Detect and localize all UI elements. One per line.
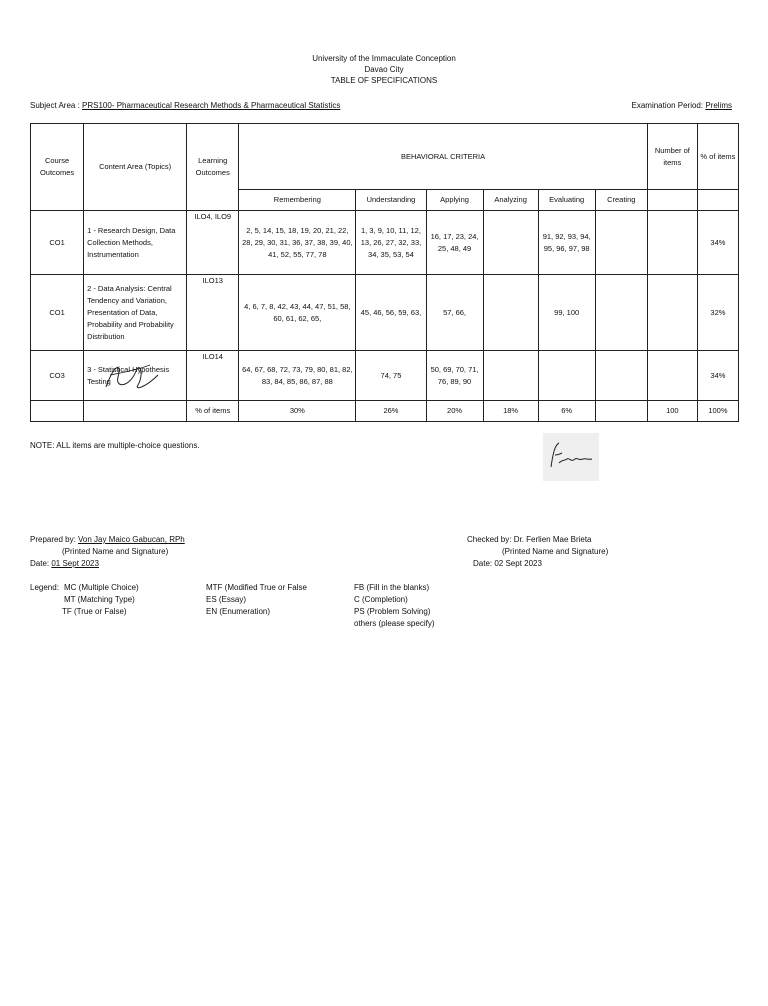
number-of-items — [647, 275, 697, 351]
prepared-by — [30, 534, 185, 545]
content-topic: 2 - Data Analysis: Central Tendency and Variation, Presentation of Data, Probability and Probability Distribution — [84, 275, 187, 351]
header-level-analyzing: Analyzing — [483, 190, 538, 211]
checked-by-label: Checked by: — [467, 535, 514, 544]
content-topic: 1 - Research Design, Data Collection Methods, Instrumentation — [84, 211, 187, 275]
header-behavioral-criteria: BEHAVIORAL CRITERIA — [239, 124, 648, 190]
examination-period-label: Examination Period: — [631, 101, 706, 110]
remembering-items: 2, 5, 14, 15, 18, 19, 20, 21, 22, 28, 29, 30, 31, 36, 37, 38, 39, 40, 41, 52, 55, 77, 78 — [239, 211, 356, 275]
creating-items — [595, 275, 647, 351]
header-level-creating: Creating — [595, 190, 647, 211]
total-understanding: 26% — [356, 401, 426, 422]
legend-item: FB (Fill in the blanks) — [354, 583, 430, 592]
subject-area-value: PRS100- Pharmaceutical Research Methods & Pharmaceutical Statistics — [82, 101, 341, 110]
prepared-by-label: Prepared by: — [30, 535, 79, 544]
header-content-area: Content Area (Topics) — [84, 124, 187, 211]
analyzing-items — [483, 351, 538, 401]
checked-date-value: 02 Sept 2023 — [494, 559, 542, 568]
header-number-of-items: Number of items — [647, 124, 697, 190]
evaluating-items — [538, 351, 595, 401]
evaluating-items: 99, 100 — [538, 275, 595, 351]
legend-item: MC (Multiple Choice) — [64, 583, 139, 592]
header-level-evaluating: Evaluating — [538, 190, 595, 211]
analyzing-items — [483, 211, 538, 275]
checked-by — [467, 534, 592, 545]
header-course-outcomes: Course Outcomes — [31, 124, 84, 211]
header-level-applying: Applying — [426, 190, 483, 211]
total-creating — [595, 401, 647, 422]
totals-row — [31, 401, 739, 422]
remembering-items: 64, 67, 68, 72, 73, 79, 80, 81, 82, 83, 84, 85, 86, 87, 88 — [239, 351, 356, 401]
university-name: University of the Immaculate Conception — [312, 54, 456, 63]
legend-item: MT (Matching Type) — [64, 595, 135, 604]
checker-name: Dr. Ferlien Mae Brieta — [513, 535, 592, 544]
subject-area-label: Subject Area : — [30, 101, 83, 110]
totals-blank-co — [31, 401, 84, 422]
totals-blank-topic — [84, 401, 187, 422]
legend-item: ES (Essay) — [206, 595, 247, 604]
legend-item: PS (Problem Solving) — [354, 607, 431, 616]
legend-item: C (Completion) — [354, 595, 408, 604]
course-outcome: CO1 — [31, 275, 84, 351]
number-of-items — [647, 351, 697, 401]
creating-items — [595, 211, 647, 275]
analyzing-items — [483, 275, 538, 351]
preparer-name: Von Jay Maico Gabucan, RPh — [78, 535, 185, 544]
course-outcome: CO3 — [31, 351, 84, 401]
total-remembering: 30% — [239, 401, 356, 422]
remembering-items: 4, 6, 7, 8, 42, 43, 44, 47, 51, 58, 60, 61, 62, 65, — [239, 275, 356, 351]
checker-signature-image — [543, 433, 599, 481]
total-percent: 100% — [697, 401, 738, 422]
header-level-remembering: Remembering — [239, 190, 356, 211]
course-outcome: CO1 — [31, 211, 84, 275]
learning-outcome: ILO14 — [187, 351, 239, 401]
legend-item: MTF (Modified True or False — [206, 583, 307, 592]
prepared-date — [30, 558, 99, 569]
evaluating-items: 91, 92, 93, 94, 95, 96, 97, 98 — [538, 211, 595, 275]
content-topic: 3 - Statistical Hypothesis Testing — [84, 351, 187, 401]
learning-outcome: ILO13 — [187, 275, 239, 351]
applying-items: 16, 17, 23, 24, 25, 48, 49 — [426, 211, 483, 275]
preparer-signature-scribble — [100, 357, 164, 397]
city-name: Davao City — [364, 65, 404, 74]
checked-date-label: Date: — [473, 559, 495, 568]
total-evaluating: 6% — [538, 401, 595, 422]
table-row — [31, 211, 739, 275]
table-row — [31, 275, 739, 351]
prepared-date-label: Date: — [30, 559, 52, 568]
creating-items — [595, 351, 647, 401]
header-level-understanding: Understanding — [356, 190, 426, 211]
header-percent-items: % of items — [697, 124, 738, 190]
legend-label: Legend: — [30, 583, 59, 592]
total-analyzing: 18% — [483, 401, 538, 422]
totals-label: % of items — [187, 401, 239, 422]
learning-outcome: ILO4, ILO9 — [187, 211, 239, 275]
applying-items: 57, 66, — [426, 275, 483, 351]
total-applying: 20% — [426, 401, 483, 422]
legend-item: TF (True or False) — [62, 607, 127, 616]
applying-items: 50, 69, 70, 71, 76, 89, 90 — [426, 351, 483, 401]
note-text: NOTE: ALL items are multiple-choice questions. — [30, 441, 200, 450]
checked-date — [473, 558, 542, 569]
number-of-items — [647, 211, 697, 275]
percent-of-items: 34% — [697, 211, 738, 275]
examination-period-value: Prelims — [705, 101, 732, 110]
legend-item: EN (Enumeration) — [206, 607, 271, 616]
total-number: 100 — [647, 401, 697, 422]
document-title: TABLE OF SPECIFICATIONS — [330, 76, 438, 85]
legend-item: others (please specify) — [354, 619, 435, 628]
checker-caption: (Printed Name and Signature) — [502, 547, 609, 556]
examination-period — [632, 100, 733, 111]
header-number-blank — [647, 190, 697, 211]
percent-of-items: 34% — [697, 351, 738, 401]
prepared-date-value: 01 Sept 2023 — [51, 559, 99, 568]
understanding-items: 1, 3, 9, 10, 11, 12, 13, 26, 27, 32, 33, 34, 35, 53, 54 — [356, 211, 426, 275]
percent-of-items: 32% — [697, 275, 738, 351]
understanding-items: 74, 75 — [356, 351, 426, 401]
understanding-items: 45, 46, 56, 59, 63, — [356, 275, 426, 351]
header-percent-blank — [697, 190, 738, 211]
subject-area — [30, 100, 340, 111]
header-learning-outcomes: Learning Outcomes — [187, 124, 239, 211]
preparer-caption: (Printed Name and Signature) — [62, 547, 169, 556]
